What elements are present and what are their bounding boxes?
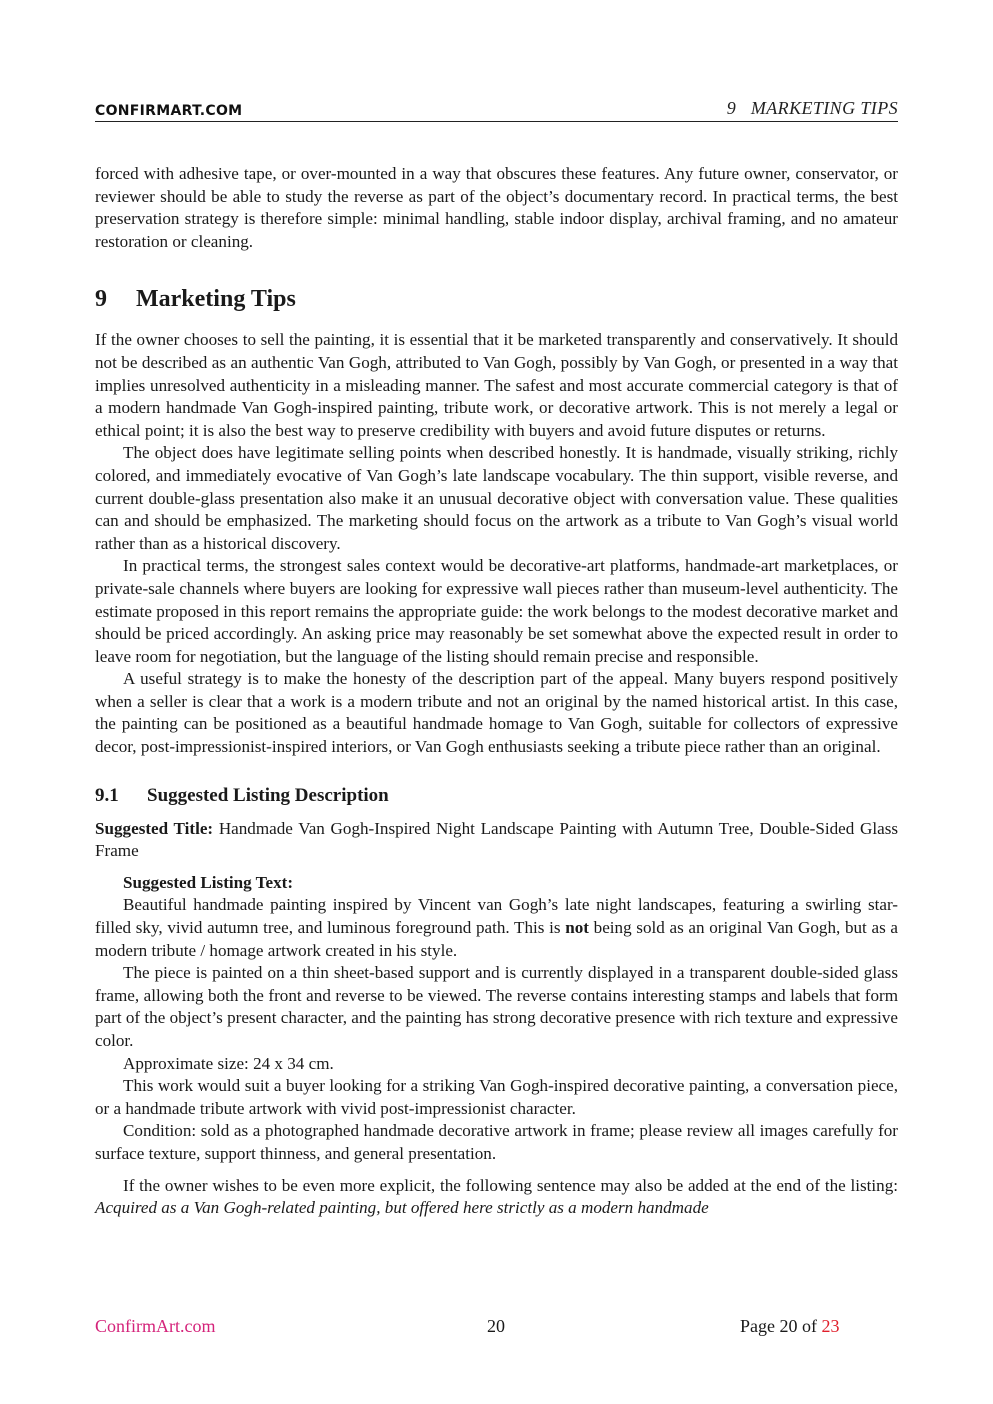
listing-p1-bold: not — [565, 918, 589, 938]
section-paragraph-2: The object does have legitimate selling points when described honestly. It is handmade, visually striking, richly colored, and immediately evocative of Van Gogh’s late landscape vocabulary. The thin support, visible reverse, and current double-glass presentation also make it an unusual decorative object with conversation value. These qualities can and should be emphasized. The marketing should focus on the artwork as a tribute to Van Gogh’s visual world rather than as a historical discovery. — [95, 443, 898, 553]
listing-paragraph-2: The piece is painted on a thin sheet-based support and is currently displayed in a transparent double-sided glass frame, allowing both the front and reverse to be viewed. The reverse contains interesting stamps and labels that form part of the object’s present character, and the painting has strong decorative presence with rich texture and expressive color. — [95, 963, 898, 1050]
footer-page-count — [740, 1316, 839, 1337]
listing-paragraph-1 — [95, 894, 898, 962]
page-body — [95, 163, 898, 1220]
subsection-number: 9.1 — [95, 784, 119, 806]
footer-page-number: 20 — [487, 1316, 505, 1336]
subsection-heading — [95, 784, 898, 808]
listing-paragraph-4: This work would suit a buyer looking for a striking Van Gogh-inspired decorative painting, a conversation piece, or a handmade tribute artwork with vivid post-impressionist character. — [95, 1076, 898, 1118]
suggested-title-label: Suggested Title: — [95, 818, 214, 838]
section-paragraph-4: A useful strategy is to make the honesty of the description part of the appeal. Many buyers respond positively when a seller is clear that a work is a modern tribute and not an original by the named historical artist. In this case, the painting can be positioned as a beautiful handmade homage to Van Gogh, suitable for collectors of expressive decor, post-impressionist-inspired interiors, or Van Gogh enthusiasts seeking a tribute piece rather than an original. — [95, 669, 898, 757]
suggested-title-text: Handmade Van Gogh-Inspired Night Landscape Painting with Autumn Tree, Double-Sided Glass Frame — [95, 818, 899, 861]
running-header — [95, 98, 898, 122]
listing-paragraph-3: Approximate size: 24 x 34 cm. — [123, 1053, 334, 1073]
subsection-title: Suggested Listing Description — [147, 784, 389, 806]
suggested-title — [95, 818, 898, 863]
listing-paragraph-5: Condition: sold as a photographed handmade decorative artwork in frame; please review all images carefully for surface texture, support thinness, and general presentation. — [95, 1121, 898, 1163]
section-number: 9 — [95, 286, 107, 313]
closing-italic: Acquired as a Van Gogh-related painting, but offered here strictly as a modern handmade — [95, 1198, 709, 1218]
listing-text-label: Suggested Listing Text: — [123, 872, 294, 892]
listing-p1-after: being sold as an original Van Gogh, but as a modern tribute / homage artwork created in his style. — [95, 918, 898, 960]
site-logo[interactable]: CONFIRMART.COM — [95, 103, 243, 119]
header-section-title: 9 MARKETING TIPS — [726, 98, 898, 118]
closing-before: If the owner wishes to be even more explicit, the following sentence may also be added at the end of the listing: — [123, 1175, 898, 1195]
section-paragraph-3: In practical terms, the strongest sales context would be decorative-art platforms, handmade-art marketplaces, or private-sale channels where buyers are looking for expressive wall pieces rather than museum-level authenticity. The estimate proposed in this report remains the appropriate guide: the work belongs to the modest decorative market and should be priced accordingly. An asking price may reasonably be set somewhat above the expected result in order to leave room for negotiation, but the language of the listing should remain precise and responsible. — [95, 556, 898, 666]
listing-p1-before: Beautiful handmade painting inspired by Vincent van Gogh’s late night landscapes, featuring a swirling star-filled sky, vivid autumn tree, and luminous foreground path. This is — [95, 895, 898, 938]
footer-page-label: Page 20 of — [740, 1316, 822, 1336]
page-footer — [95, 1316, 898, 1340]
footer-site-link[interactable]: ConfirmArt.com — [95, 1316, 216, 1336]
footer-page-total-link[interactable]: 23 — [821, 1316, 840, 1336]
section-title: Marketing Tips — [136, 286, 296, 313]
intro-paragraph: forced with adhesive tape, or over-mounted in a way that obscures these features. Any future owner, conservator, or reviewer should be able to study the reverse as part of the object’s documentary record. In practical terms, the best preservation strategy is therefore simple: minimal handling, stable indoor display, archival framing, and no amateur restoration or cleaning. — [95, 164, 898, 251]
closing-paragraph — [95, 1175, 898, 1220]
section-heading — [95, 284, 898, 314]
section-paragraph-1: If the owner chooses to sell the painting, it is essential that it be marketed transparently and conservatively. It should not be described as an authentic Van Gogh, attributed to Van Gogh, possibly by Van Gogh, or presented in a way that implies unresolved authenticity in a misleading manner. The safest and most accurate commercial category is that of a modern handmade Van Gogh-inspired painting, tribute work, or decorative artwork. This is not merely a legal or ethical point; it is also the best way to preserve credibility with buyers and avoid future disputes or returns. — [95, 330, 898, 440]
